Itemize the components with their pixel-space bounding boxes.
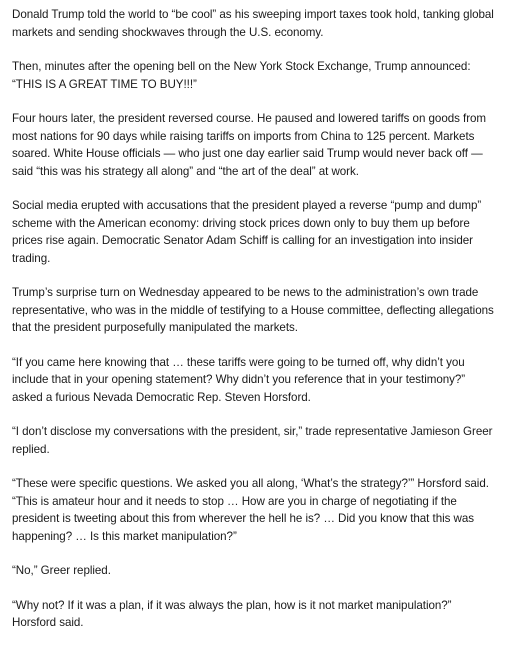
paragraph-8: “These were specific questions. We asked you all along, ‘What’s the strategy?’” Horsford said. “This is amateur hour and it needs to stop … How are you in charge of negotiating if the president is tweeting about this from wherever the hell he is? … Did you know that this was happening? … Is this market manipulation?” bbox=[12, 477, 489, 543]
paragraph-3: Four hours later, the president reversed course. He paused and lowered tariffs on goods from most nations for 90 days while raising tariffs on imports from China to 125 percent. Markets soared. White House officials — who just one day earlier said Trump would never back off — said “this was his strategy all along” and “the art of the deal” at work. bbox=[12, 112, 487, 178]
paragraph-2: Then, minutes after the opening bell on the New York Stock Exchange, Trump announced: “THIS IS A GREAT TIME TO BUY!!!” bbox=[12, 60, 471, 91]
paragraph-4: Social media erupted with accusations that the president played a reverse “pump and dump” scheme with the American economy: driving stock prices down only to buy them up before prices rise again. Democratic Senator Adam Schiff is calling for an investigation into insider trading. bbox=[12, 199, 482, 265]
paragraph-10: “Why not? If it was a plan, if it was always the plan, how is it not market manipulation?” Horsford said. bbox=[12, 598, 452, 629]
paragraph-6: “If you came here knowing that … these tariffs were going to be turned off, why didn’t you include that in your opening statement? Why didn’t you reference that in your testimony?” asked a furious Nevada Democratic Rep. Steven Horsford. bbox=[12, 355, 466, 404]
paragraph-5: Trump’s surprise turn on Wednesday appeared to be news to the administration’s own trade representative, who was in the middle of testifying to a House committee, deflecting allegations that the president purposefully manipulated the markets. bbox=[12, 286, 494, 334]
paragraph-7: “I don’t disclose my conversations with the president, sir,” trade representative Jamieson Greer replied. bbox=[12, 425, 493, 456]
paragraph-9: “No,” Greer replied. bbox=[12, 564, 111, 577]
paragraph-1: Donald Trump told the world to “be cool” as his sweeping import taxes took hold, tanking global markets and sending shockwaves through the U.S. economy. bbox=[12, 8, 494, 39]
